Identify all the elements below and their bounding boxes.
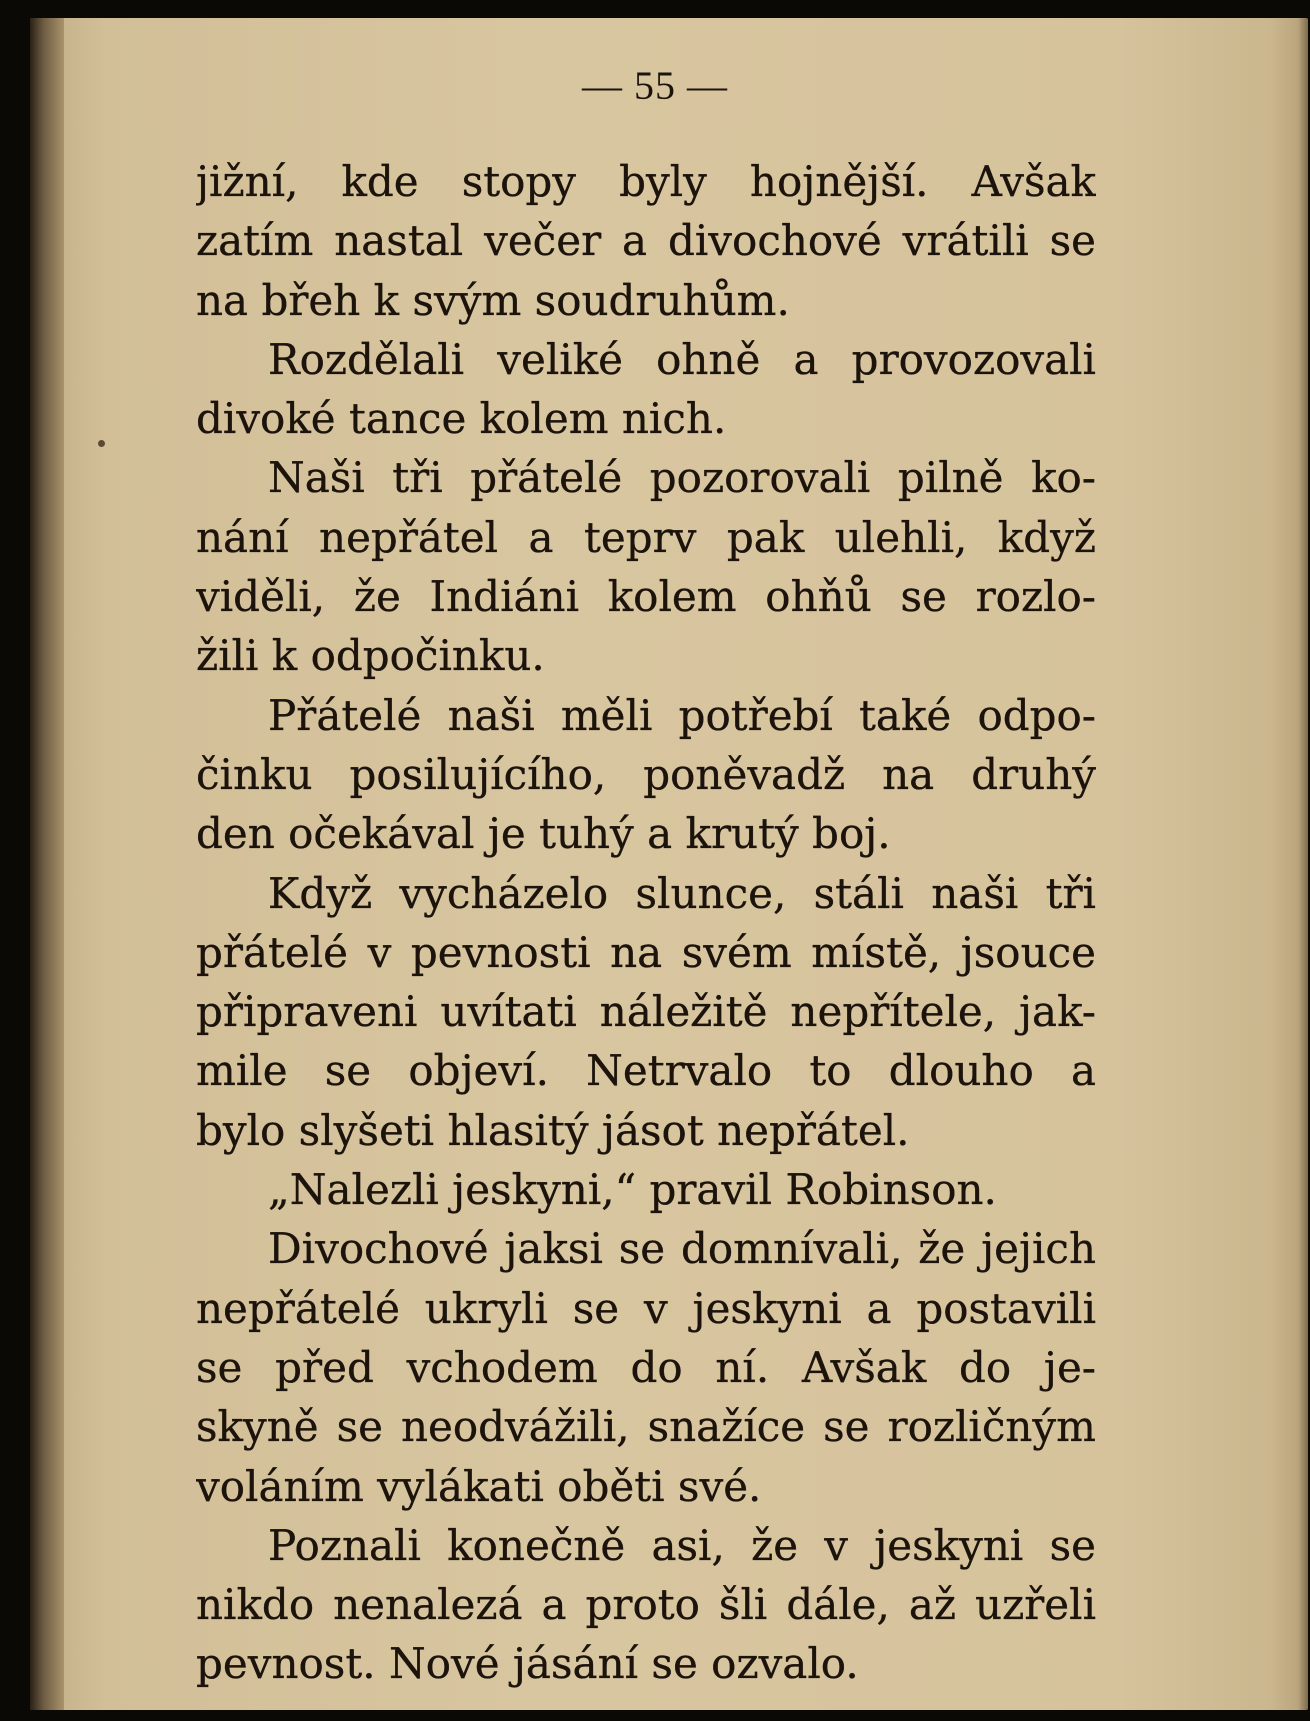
text-line: den očekával je tuhý a krutý boj. — [196, 809, 891, 859]
text-line: divoké tance kolem nich. — [196, 394, 727, 444]
text-line: Naši tři přátelé pozorovali pilně ko- — [268, 453, 1096, 503]
page-number: — 55 — — [582, 63, 728, 108]
paper-speck — [98, 440, 105, 447]
text-line: nání nepřátel a teprv pak ulehli, když — [196, 512, 1096, 562]
text-line: bylo slyšeti hlasitý jásot nepřátel. — [196, 1105, 910, 1155]
text-line: voláním vylákati oběti své. — [196, 1461, 762, 1511]
text-line: jižní, kde stopy byly hojnější. Avšak — [196, 157, 1096, 206]
body-text — [196, 152, 1096, 1694]
text-line: Poznali konečně asi, že v jeskyni se — [268, 1520, 1096, 1570]
page-edge-shadow — [1298, 18, 1308, 1710]
text-line: činku posilujícího, poněvadž na druhý — [196, 749, 1096, 799]
text-line: „Nalezli jeskyni,“ pravil Robinson. — [268, 1165, 997, 1215]
text-line: mile se objeví. Netrvalo to dlouho a — [196, 1046, 1096, 1096]
text-line: nikdo nenalezá a proto šli dále, až uzřeli — [196, 1580, 1096, 1630]
text-line: skyně se neodvážili, snažíce se rozličným — [196, 1402, 1096, 1452]
text-line: se před vchodem do ní. Avšak do je- — [196, 1342, 1096, 1392]
book-spine-shadow — [30, 18, 64, 1710]
text-line: Divochové jaksi se domnívali, že jejich — [268, 1224, 1096, 1274]
text-line: připraveni uvítati náležitě nepřítele, jak- — [196, 987, 1096, 1037]
text-line: pevnost. Nové jásání se ozvalo. — [196, 1639, 859, 1689]
text-line: Rozdělali veliké ohně a provozovali — [268, 334, 1096, 384]
text-line: přátelé v pevnosti na svém místě, jsouce — [196, 927, 1096, 977]
text-line: zatím nastal večer a divochové vrátili se — [196, 216, 1096, 266]
text-line: Přátelé naši měli potřebí také odpo- — [268, 690, 1096, 740]
text-line: viděli, že Indiáni kolem ohňů se rozlo- — [196, 572, 1096, 622]
text-line: na břeh k svým soudruhům. — [196, 275, 790, 325]
text-line: nepřátelé ukryli se v jeskyni a postavili — [196, 1283, 1096, 1333]
text-line: Když vycházelo slunce, stáli naši tři — [268, 868, 1096, 918]
text-line: žili k odpočinku. — [196, 631, 545, 681]
